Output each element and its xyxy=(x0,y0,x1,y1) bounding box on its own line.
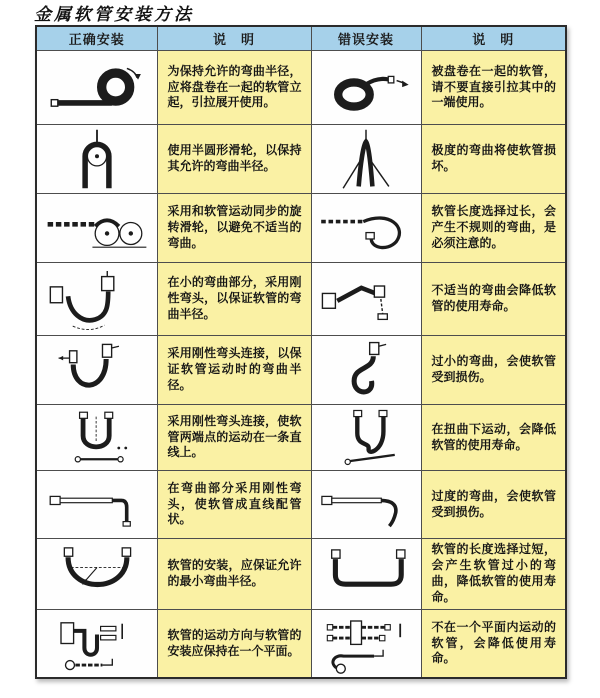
wrong-description: 极度的弯曲将使软管损坏。 xyxy=(421,125,566,194)
wrong-description: 在扭曲下运动，会降低软管的使用寿命。 xyxy=(421,405,566,471)
wrong-description: 不在一个平面内运动的软管，会降低使用寿命。 xyxy=(421,610,566,679)
wrong-description: 软管的长度选择过短，会产生软管过小的弯曲，降低软管的使用寿命。 xyxy=(421,539,566,610)
correct-image-cell xyxy=(36,194,157,263)
min-bend-radius-illustration xyxy=(41,541,153,607)
wrong-image-cell xyxy=(311,610,421,679)
wrong-description: 过度的弯曲，会使软管受到损伤。 xyxy=(421,471,566,539)
header-correct-note: 说 明 xyxy=(157,26,311,51)
correct-image-cell xyxy=(36,405,157,471)
over-bent-end-illustration xyxy=(315,473,417,536)
wrong-image-cell xyxy=(311,539,421,610)
correct-description: 在弯曲部分采用刚性弯头，使软管成直线配管状。 xyxy=(157,471,311,539)
header-wrong-install: 错误安装 xyxy=(311,26,421,51)
straight-piping-elbow-illustration xyxy=(41,473,153,536)
correct-description: 使用半圆形滑轮，以保持其允许的弯曲半径。 xyxy=(157,125,311,194)
correct-image-cell xyxy=(36,471,157,539)
semicircular-pulley-illustration xyxy=(41,127,153,191)
wrong-image-cell xyxy=(311,194,421,263)
table-row xyxy=(36,336,566,405)
correct-description: 采用和软管运动同步的旋转滑轮，以避免不适当的弯曲。 xyxy=(157,194,311,263)
correct-image-cell xyxy=(36,336,157,405)
correct-image-cell xyxy=(36,263,157,336)
header-row xyxy=(36,26,566,51)
correct-image-cell xyxy=(36,539,157,610)
hose-installation-table xyxy=(35,25,567,679)
correct-description: 为保持允许的弯曲半径，应将盘卷在一起的软管立起，引拉展开使用。 xyxy=(157,51,311,125)
page-title: 金属软管安装方法 xyxy=(34,5,194,25)
rigid-elbow-small-bend-illustration xyxy=(41,265,153,333)
table-row xyxy=(36,125,566,194)
multi-plane-motion-illustration xyxy=(315,612,417,675)
wrong-description: 过小的弯曲，会使软管受到损伤。 xyxy=(421,336,566,405)
correct-image-cell xyxy=(36,125,157,194)
table-row xyxy=(36,263,566,336)
correct-image-cell xyxy=(36,610,157,679)
wrong-description: 不适当的弯曲会降低软管的使用寿命。 xyxy=(421,263,566,336)
rigid-elbow-connection-illustration xyxy=(41,338,153,402)
correct-description: 软管的安装，应保证允许的最小弯曲半径。 xyxy=(157,539,311,610)
excess-length-illustration xyxy=(315,196,417,260)
table-row xyxy=(36,471,566,539)
wrong-description: 被盘卷在一起的软管，请不要直接引拉其中的一端使用。 xyxy=(421,51,566,125)
correct-description: 采用刚性弯头连接，使软管两端点的运动在一条直线上。 xyxy=(157,405,311,471)
wrong-image-cell xyxy=(311,471,421,539)
table-row xyxy=(36,610,566,679)
too-small-bend-illustration xyxy=(315,338,417,402)
table-row xyxy=(36,539,566,610)
upright-coil-illustration xyxy=(41,55,153,121)
wrong-image-cell xyxy=(311,125,421,194)
rotating-pulley-illustration xyxy=(41,196,153,260)
wrong-image-cell xyxy=(311,51,421,125)
wrong-image-cell xyxy=(311,405,421,471)
header-correct-install: 正确安装 xyxy=(36,26,157,51)
too-short-hose-illustration xyxy=(315,541,417,607)
inline-endpoint-motion-illustration xyxy=(41,407,153,468)
correct-description: 在小的弯曲部分，采用刚性弯头，以保证软管的弯曲半径。 xyxy=(157,263,311,336)
wrong-image-cell xyxy=(311,263,421,336)
correct-description: 采用刚性弯头连接，以保证软管运动时的弯曲半径。 xyxy=(157,336,311,405)
header-wrong-note: 说 明 xyxy=(421,26,566,51)
wrong-image-cell xyxy=(311,336,421,405)
improper-bend-illustration xyxy=(315,265,417,333)
wrong-description: 软管长度选择过长，会产生不规则的弯曲，是必须注意的。 xyxy=(421,194,566,263)
single-plane-motion-illustration xyxy=(41,612,153,675)
table-row xyxy=(36,51,566,125)
extreme-bend-illustration xyxy=(315,127,417,191)
correct-description: 软管的运动方向与软管的安装应保持在一个平面。 xyxy=(157,610,311,679)
table-row xyxy=(36,405,566,471)
twisted-motion-illustration xyxy=(315,407,417,468)
pulled-coil-illustration xyxy=(315,55,417,121)
table-row xyxy=(36,194,566,263)
correct-image-cell xyxy=(36,51,157,125)
